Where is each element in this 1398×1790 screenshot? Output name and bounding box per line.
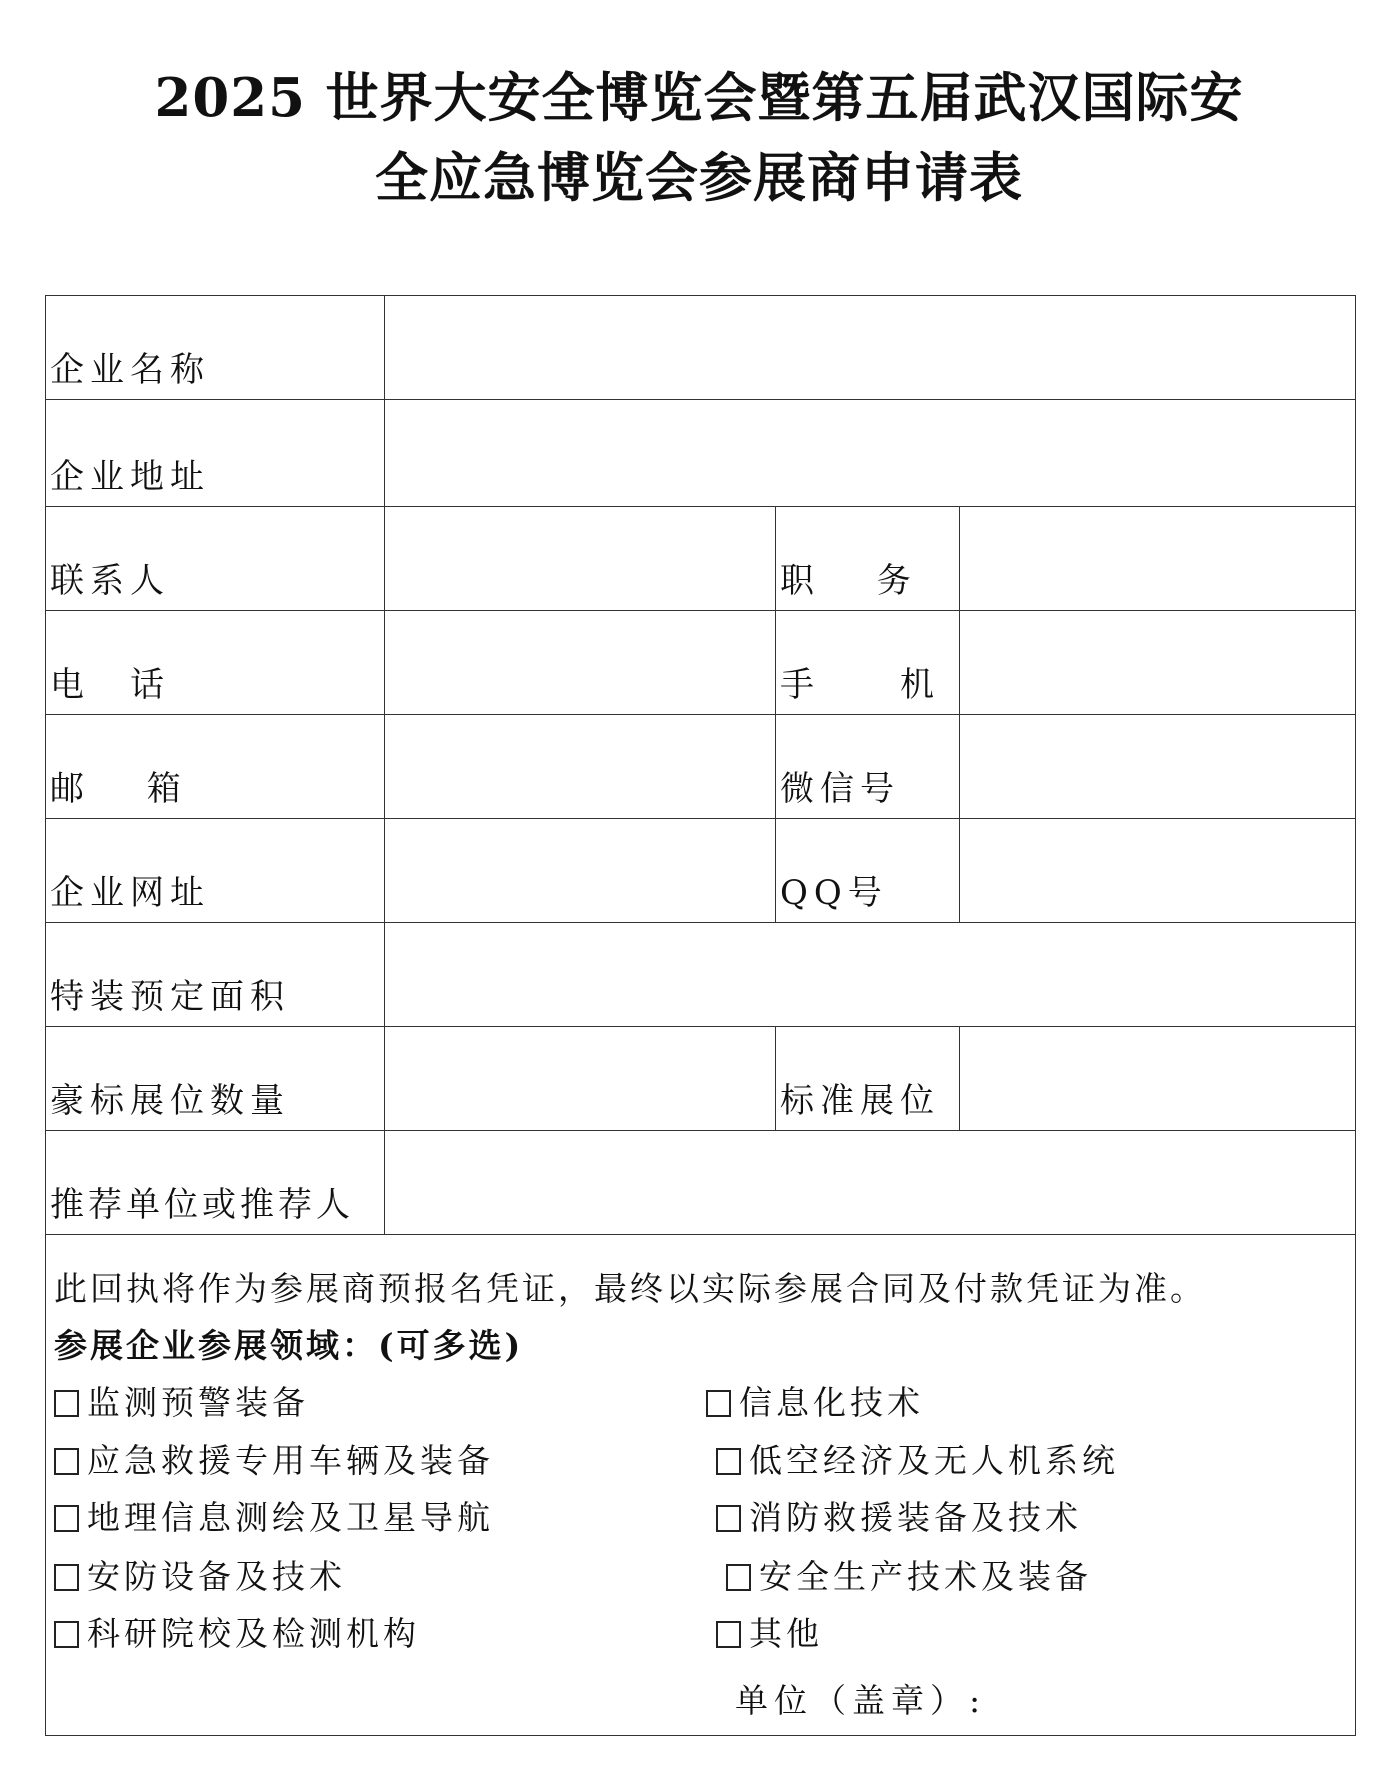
- option-label: 应急救援专用车辆及装备: [87, 1441, 494, 1480]
- company-address-field[interactable]: [385, 400, 1356, 507]
- option-label: 安防设备及技术: [87, 1557, 346, 1596]
- label-company-name: 企业名称: [46, 296, 385, 400]
- option-label: 地理信息测绘及卫星导航: [87, 1498, 494, 1537]
- label-recommender: 推荐单位或推荐人: [46, 1131, 385, 1235]
- position-field[interactable]: [960, 507, 1356, 611]
- option-label: 监测预警装备: [87, 1383, 309, 1422]
- notice-text: 此回执将作为参展商预报名凭证，最终以实际参展合同及付款凭证为准。: [54, 1269, 1206, 1308]
- label-standard-booth: 标准展位: [776, 1027, 960, 1131]
- label-phone: 电 话: [46, 611, 385, 715]
- label-company-address: 企业地址: [46, 400, 385, 507]
- luxury-booth-count-field[interactable]: [385, 1027, 776, 1131]
- label-special-area: 特装预定面积: [46, 923, 385, 1027]
- form-title: [0, 58, 1398, 218]
- checkbox-icon[interactable]: [54, 1564, 79, 1591]
- row-phone: [46, 611, 1356, 715]
- mobile-field[interactable]: [960, 611, 1356, 715]
- option-emergency-vehicles[interactable]: [54, 1435, 494, 1482]
- option-research-testing[interactable]: [54, 1608, 420, 1655]
- checkbox-icon[interactable]: [716, 1505, 741, 1532]
- row-email: [46, 715, 1356, 819]
- row-contact: [46, 507, 1356, 611]
- label-wechat: 微信号: [776, 715, 960, 819]
- checkbox-icon[interactable]: [54, 1390, 79, 1417]
- application-form-table: [45, 295, 1356, 1736]
- checkbox-icon[interactable]: [54, 1448, 79, 1475]
- row-notes: [46, 1235, 1356, 1736]
- row-booths: [46, 1027, 1356, 1131]
- contact-field[interactable]: [385, 507, 776, 611]
- checkbox-icon[interactable]: [716, 1448, 741, 1475]
- row-special-area: [46, 923, 1356, 1027]
- email-field[interactable]: [385, 715, 776, 819]
- option-label: 消防救援装备及技术: [749, 1498, 1082, 1537]
- label-email: 邮 箱: [46, 715, 385, 819]
- checkbox-icon[interactable]: [716, 1621, 741, 1648]
- option-security-equipment[interactable]: [54, 1551, 346, 1598]
- option-information-tech[interactable]: [706, 1377, 924, 1424]
- special-area-field[interactable]: [385, 923, 1356, 1027]
- seal-label: 单位（盖章）:: [735, 1681, 987, 1720]
- qq-field[interactable]: [960, 819, 1356, 923]
- option-label: 科研院校及检测机构: [87, 1614, 420, 1653]
- label-contact: 联系人: [46, 507, 385, 611]
- checkbox-icon[interactable]: [54, 1621, 79, 1648]
- domain-title: 参展企业参展领域：(可多选): [54, 1326, 524, 1365]
- wechat-field[interactable]: [960, 715, 1356, 819]
- checkbox-icon[interactable]: [706, 1390, 731, 1417]
- standard-booth-field[interactable]: [960, 1027, 1356, 1131]
- label-position: 职 务: [776, 507, 960, 611]
- row-website: [46, 819, 1356, 923]
- checkbox-icon[interactable]: [726, 1564, 751, 1591]
- option-geo-navigation[interactable]: [54, 1492, 494, 1539]
- company-name-field[interactable]: [385, 296, 1356, 400]
- row-company-name: [46, 296, 1356, 400]
- option-label: 安全生产技术及装备: [759, 1557, 1092, 1596]
- option-label: 其他: [749, 1614, 823, 1653]
- option-label: 低空经济及无人机系统: [749, 1441, 1119, 1480]
- option-other[interactable]: [716, 1608, 823, 1655]
- label-qq: QQ号: [776, 819, 960, 923]
- option-fire-rescue[interactable]: [716, 1492, 1082, 1539]
- option-low-altitude-drones[interactable]: [716, 1435, 1119, 1482]
- phone-field[interactable]: [385, 611, 776, 715]
- option-monitoring-warning[interactable]: [54, 1377, 309, 1424]
- recommender-field[interactable]: [385, 1131, 1356, 1235]
- title-line-1: 2025 世界大安全博览会暨第五届武汉国际安: [154, 67, 1244, 129]
- notes-cell: [46, 1235, 1356, 1736]
- row-company-address: [46, 400, 1356, 507]
- label-mobile: 手 机: [776, 611, 960, 715]
- checkbox-icon[interactable]: [54, 1505, 79, 1532]
- label-website: 企业网址: [46, 819, 385, 923]
- title-line-2: 全应急博览会参展商申请表: [375, 147, 1023, 209]
- option-production-safety[interactable]: [726, 1551, 1092, 1598]
- website-field[interactable]: [385, 819, 776, 923]
- label-luxury-booth-count: 豪标展位数量: [46, 1027, 385, 1131]
- option-label: 信息化技术: [739, 1383, 924, 1422]
- row-recommender: [46, 1131, 1356, 1235]
